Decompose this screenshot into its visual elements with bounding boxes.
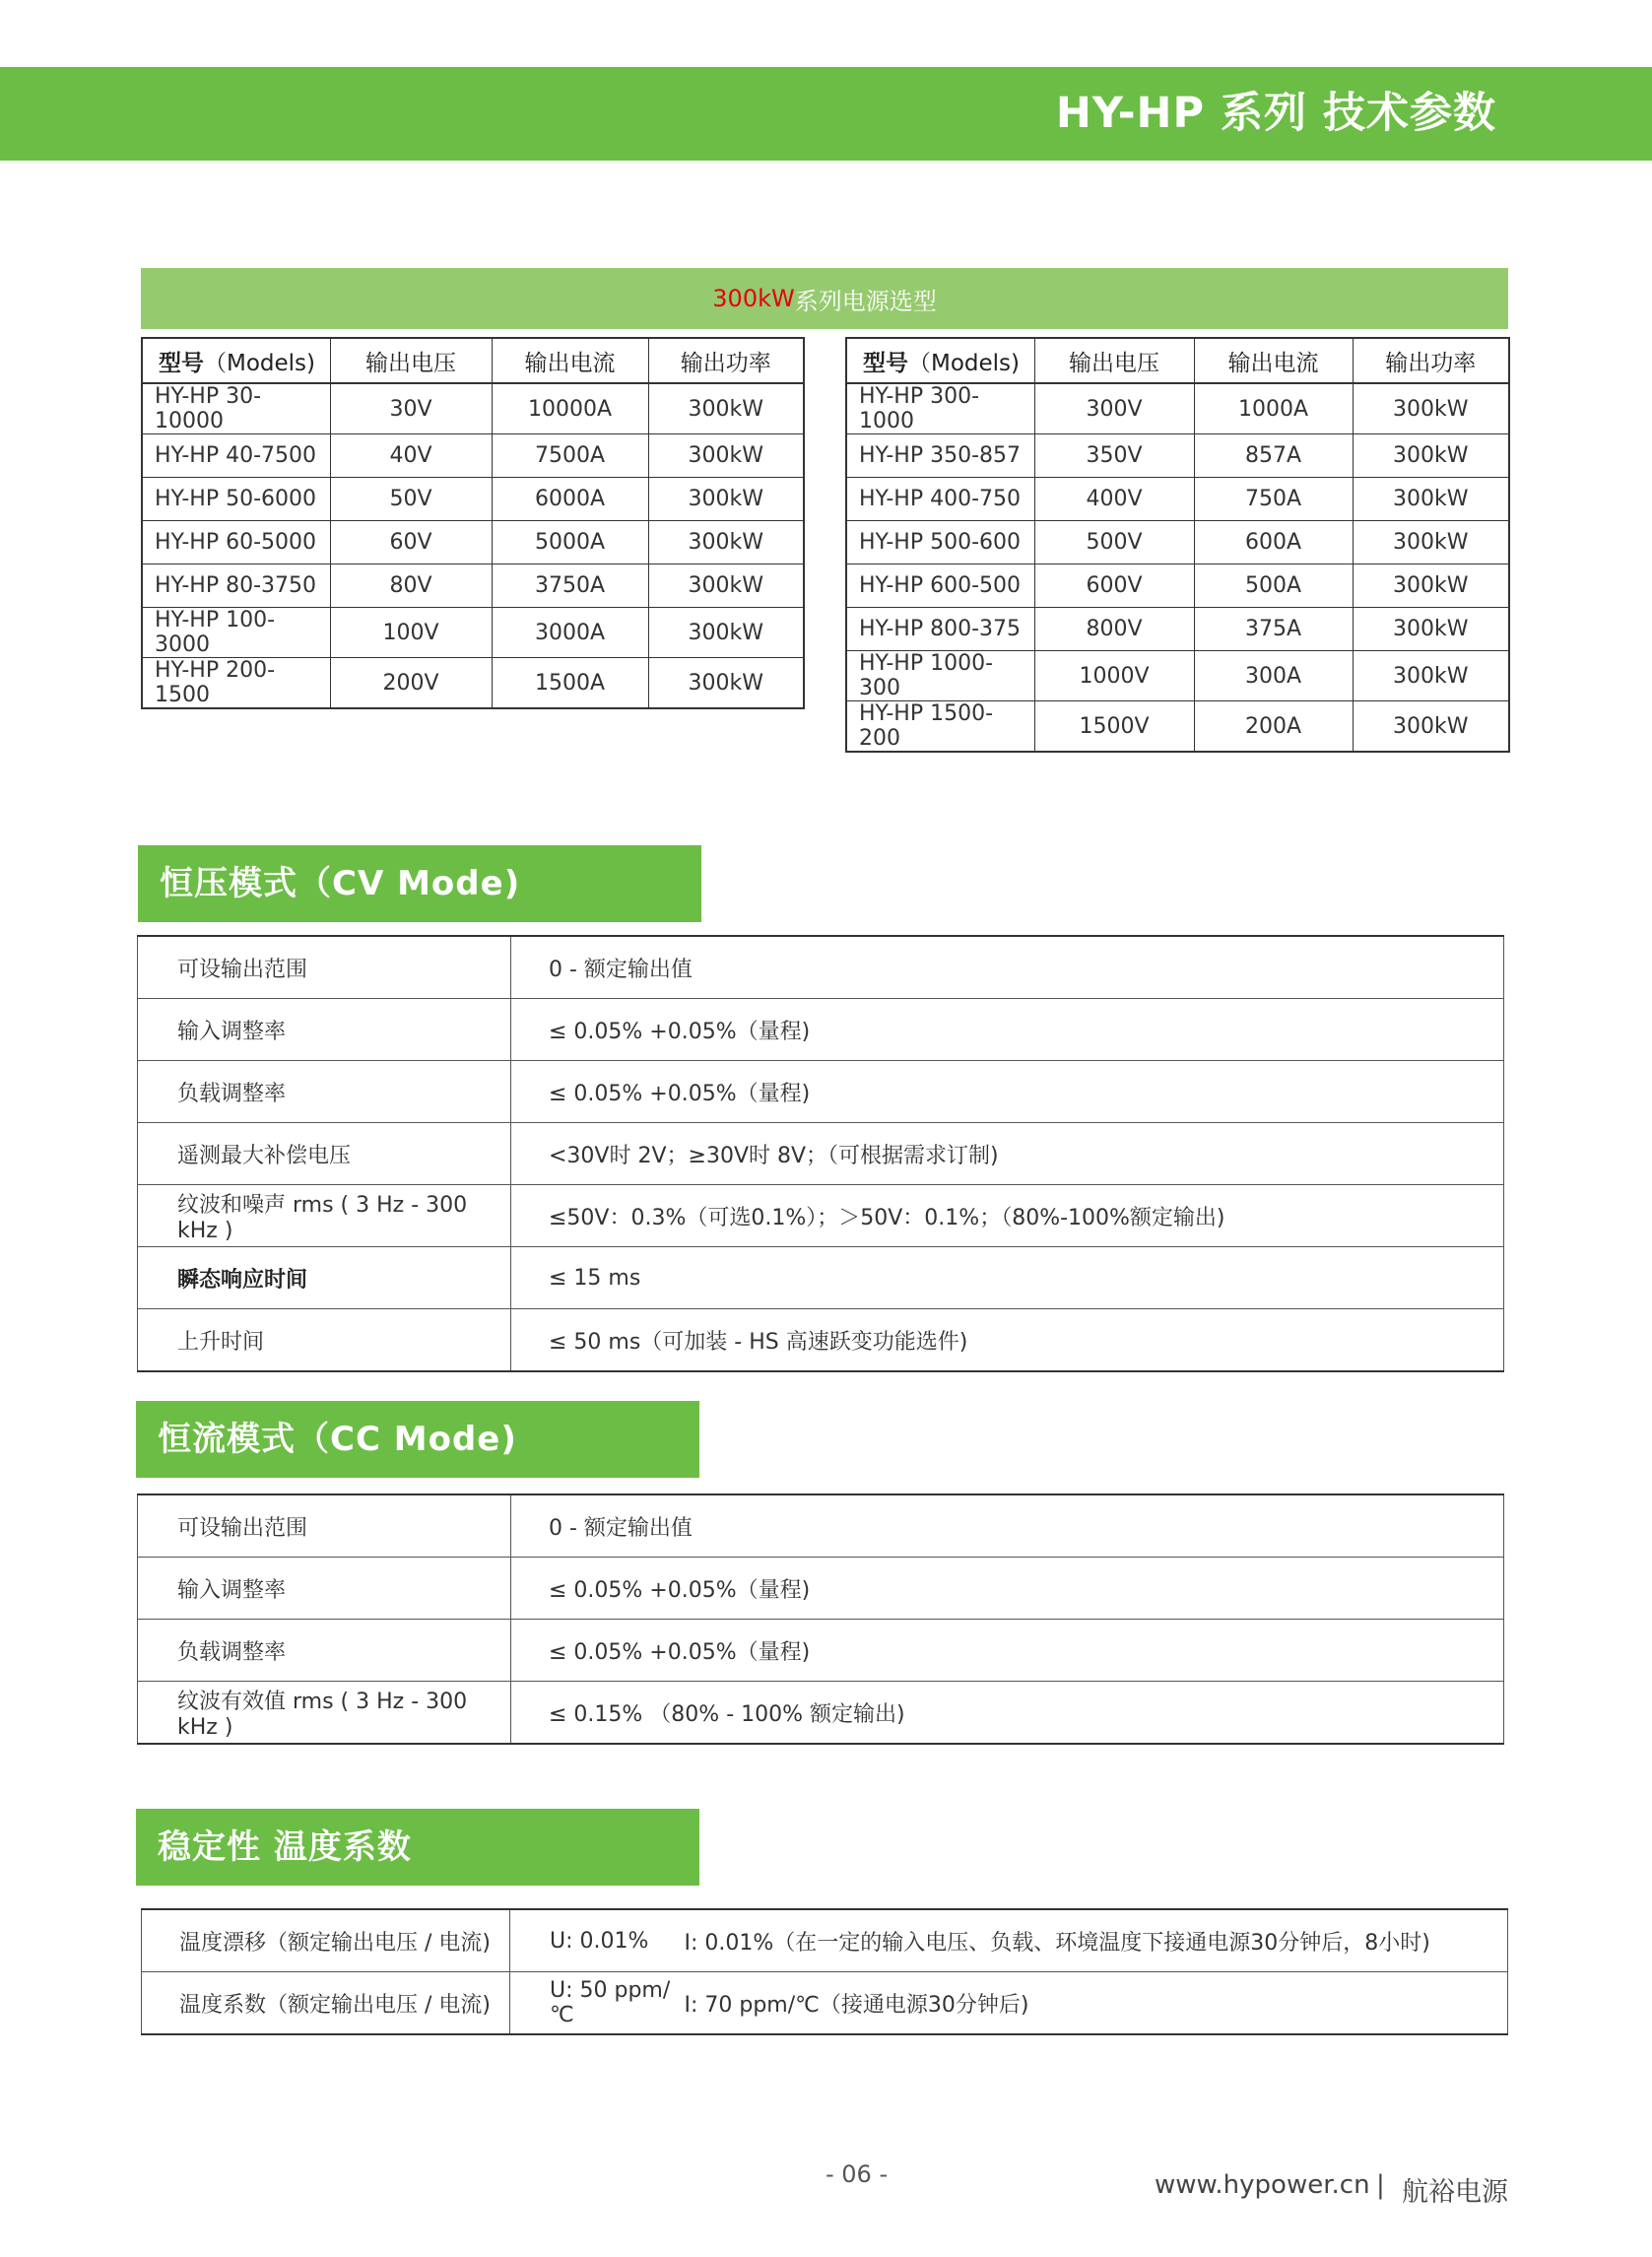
spec-label: 温度漂移（额定输出电压 / 电流) bbox=[142, 1909, 510, 1972]
power-cell: 300kW bbox=[1353, 383, 1509, 434]
spec-row bbox=[138, 1061, 1504, 1123]
spec-label: 温度系数（额定输出电压 / 电流) bbox=[142, 1972, 510, 2035]
table-row bbox=[846, 478, 1509, 521]
power-cell: 300kW bbox=[648, 478, 804, 521]
brand-name: 航裕电源 bbox=[1402, 2177, 1508, 2208]
col-header-voltage: 输出电压 bbox=[330, 338, 492, 383]
current-cell: 1500A bbox=[492, 658, 648, 709]
model-cell: HY-HP 60-5000 bbox=[142, 521, 330, 564]
spec-row bbox=[138, 1558, 1504, 1620]
current-cell: 500A bbox=[1194, 564, 1353, 608]
table-row bbox=[142, 521, 804, 564]
power-cell: 300kW bbox=[1353, 521, 1509, 564]
selection-banner bbox=[141, 268, 1508, 329]
banner-power-label: 300kW bbox=[712, 285, 795, 312]
spec-value: ≤ 0.05% +0.05%（量程) bbox=[511, 1061, 1504, 1123]
table-row bbox=[142, 434, 804, 478]
spec-label: 可设输出范围 bbox=[138, 936, 511, 999]
spec-row bbox=[138, 1123, 1504, 1185]
power-cell: 300kW bbox=[648, 564, 804, 608]
model-table-right bbox=[845, 337, 1510, 753]
table-row bbox=[846, 521, 1509, 564]
voltage-cell: 1500V bbox=[1034, 701, 1194, 753]
model-cell: HY-HP 40-7500 bbox=[142, 434, 330, 478]
spec-row bbox=[138, 1185, 1504, 1247]
spec-value: 0 - 额定输出值 bbox=[511, 1494, 1504, 1558]
page-title: HY-HP 系列 技术参数 bbox=[1055, 89, 1496, 138]
voltage-cell: 350V bbox=[1034, 434, 1194, 478]
voltage-cell: 1000V bbox=[1034, 651, 1194, 701]
model-cell: HY-HP 350-857 bbox=[846, 434, 1034, 478]
voltage-cell: 500V bbox=[1034, 521, 1194, 564]
current-cell: 857A bbox=[1194, 434, 1353, 478]
power-cell: 300kW bbox=[1353, 651, 1509, 701]
table-row bbox=[142, 564, 804, 608]
spec-row bbox=[138, 1494, 1504, 1558]
spec-label: 上升时间 bbox=[138, 1309, 511, 1372]
power-cell: 300kW bbox=[648, 434, 804, 478]
spec-label: 纹波有效值 rms ( 3 Hz - 300 kHz ) bbox=[138, 1682, 511, 1745]
spec-label: 瞬态响应时间 bbox=[138, 1247, 511, 1309]
power-cell: 300kW bbox=[648, 608, 804, 658]
power-cell: 300kW bbox=[648, 383, 804, 434]
model-cell: HY-HP 800-375 bbox=[846, 608, 1034, 651]
spec-label: 遥测最大补偿电压 bbox=[138, 1123, 511, 1185]
spec-row bbox=[138, 1682, 1504, 1745]
col-header-voltage: 输出电压 bbox=[1034, 338, 1194, 383]
table-row bbox=[846, 651, 1509, 701]
cv-spec-table bbox=[137, 935, 1504, 1372]
current-cell: 3000A bbox=[492, 608, 648, 658]
model-cell: HY-HP 1500-200 bbox=[846, 701, 1034, 753]
power-cell: 300kW bbox=[648, 521, 804, 564]
cv-section-title: 恒压模式（CV Mode) bbox=[138, 845, 701, 922]
spec-value: ≤50V：0.3%（可选0.1%）；＞50V：0.1%；（80%-100%额定输出) bbox=[511, 1185, 1504, 1247]
model-cell: HY-HP 200-1500 bbox=[142, 658, 330, 709]
spec-value: ≤ 50 ms（可加装 - HS 高速跃变功能选件) bbox=[511, 1309, 1504, 1372]
power-cell: 300kW bbox=[1353, 564, 1509, 608]
voltage-cell: 60V bbox=[330, 521, 492, 564]
model-cell: HY-HP 600-500 bbox=[846, 564, 1034, 608]
voltage-cell: 800V bbox=[1034, 608, 1194, 651]
col-header-model: 型号（Models) bbox=[142, 338, 330, 383]
spec-value-i: I: 70 ppm/℃（接通电源30分钟后) bbox=[685, 1972, 1508, 2035]
spec-row bbox=[138, 1247, 1504, 1309]
table-header-row bbox=[846, 338, 1509, 383]
voltage-cell: 100V bbox=[330, 608, 492, 658]
current-cell: 3750A bbox=[492, 564, 648, 608]
model-cell: HY-HP 500-600 bbox=[846, 521, 1034, 564]
cc-spec-table bbox=[137, 1494, 1504, 1745]
spec-value: ≤ 0.05% +0.05%（量程) bbox=[511, 999, 1504, 1061]
spec-row bbox=[142, 1909, 1508, 1972]
spec-row bbox=[142, 1972, 1508, 2035]
table-header-row bbox=[142, 338, 804, 383]
model-cell: HY-HP 400-750 bbox=[846, 478, 1034, 521]
table-row bbox=[142, 658, 804, 709]
model-cell: HY-HP 30-10000 bbox=[142, 383, 330, 434]
model-cell: HY-HP 1000-300 bbox=[846, 651, 1034, 701]
model-table-left bbox=[141, 337, 805, 709]
spec-value: ≤ 0.05% +0.05%（量程) bbox=[511, 1558, 1504, 1620]
spec-row bbox=[138, 936, 1504, 999]
spec-value-i: I: 0.01%（在一定的输入电压、负载、环境温度下接通电源30分钟后，8小时) bbox=[685, 1909, 1508, 1972]
current-cell: 600A bbox=[1194, 521, 1353, 564]
model-cell: HY-HP 50-6000 bbox=[142, 478, 330, 521]
current-cell: 750A bbox=[1194, 478, 1353, 521]
website-link[interactable]: www.hypower.cn bbox=[1155, 2170, 1370, 2200]
current-cell: 375A bbox=[1194, 608, 1353, 651]
current-cell: 200A bbox=[1194, 701, 1353, 753]
current-cell: 1000A bbox=[1194, 383, 1353, 434]
current-cell: 6000A bbox=[492, 478, 648, 521]
spec-row bbox=[138, 999, 1504, 1061]
table-row bbox=[142, 608, 804, 658]
model-cell: HY-HP 100-3000 bbox=[142, 608, 330, 658]
table-row bbox=[846, 383, 1509, 434]
voltage-cell: 40V bbox=[330, 434, 492, 478]
voltage-cell: 30V bbox=[330, 383, 492, 434]
power-cell: 300kW bbox=[1353, 701, 1509, 753]
voltage-cell: 50V bbox=[330, 478, 492, 521]
col-header-model: 型号（Models) bbox=[846, 338, 1034, 383]
spec-value-u: U: 50 ppm/℃ bbox=[510, 1972, 685, 2035]
header-bar bbox=[0, 67, 1652, 161]
voltage-cell: 200V bbox=[330, 658, 492, 709]
current-cell: 300A bbox=[1194, 651, 1353, 701]
stability-section-title: 稳定性 温度系数 bbox=[136, 1809, 699, 1886]
table-row bbox=[142, 478, 804, 521]
table-row bbox=[846, 564, 1509, 608]
model-cell: HY-HP 300-1000 bbox=[846, 383, 1034, 434]
banner-text: 系列电源选型 bbox=[794, 287, 937, 315]
table-row bbox=[846, 434, 1509, 478]
current-cell: 7500A bbox=[492, 434, 648, 478]
table-row bbox=[846, 701, 1509, 753]
spec-label: 输入调整率 bbox=[138, 1558, 511, 1620]
stability-spec-table bbox=[141, 1908, 1508, 2035]
col-header-power: 输出功率 bbox=[1353, 338, 1509, 383]
cc-section-title: 恒流模式（CC Mode) bbox=[136, 1401, 699, 1478]
voltage-cell: 600V bbox=[1034, 564, 1194, 608]
spec-label: 输入调整率 bbox=[138, 999, 511, 1061]
power-cell: 300kW bbox=[648, 658, 804, 709]
col-header-power: 输出功率 bbox=[648, 338, 804, 383]
spec-value: ≤ 0.15% （80% - 100% 额定输出) bbox=[511, 1682, 1504, 1745]
current-cell: 5000A bbox=[492, 521, 648, 564]
spec-value: ≤ 0.05% +0.05%（量程) bbox=[511, 1620, 1504, 1682]
spec-value: <30V时 2V；≥30V时 8V；（可根据需求订制) bbox=[511, 1123, 1504, 1185]
power-cell: 300kW bbox=[1353, 608, 1509, 651]
table-row bbox=[142, 383, 804, 434]
spec-value: 0 - 额定输出值 bbox=[511, 936, 1504, 999]
col-header-current: 输出电流 bbox=[492, 338, 648, 383]
spec-row bbox=[138, 1309, 1504, 1372]
spec-row bbox=[138, 1620, 1504, 1682]
spec-label: 可设输出范围 bbox=[138, 1494, 511, 1558]
page-number: - 06 - bbox=[826, 2160, 889, 2188]
spec-value-u: U: 0.01% bbox=[510, 1909, 685, 1972]
model-cell: HY-HP 80-3750 bbox=[142, 564, 330, 608]
power-cell: 300kW bbox=[1353, 434, 1509, 478]
spec-label: 负载调整率 bbox=[138, 1620, 511, 1682]
current-cell: 10000A bbox=[492, 383, 648, 434]
spec-value: ≤ 15 ms bbox=[511, 1247, 1504, 1309]
voltage-cell: 300V bbox=[1034, 383, 1194, 434]
power-cell: 300kW bbox=[1353, 478, 1509, 521]
col-header-current: 输出电流 bbox=[1194, 338, 1353, 383]
footer-separator: | bbox=[1376, 2170, 1385, 2200]
voltage-cell: 80V bbox=[330, 564, 492, 608]
voltage-cell: 400V bbox=[1034, 478, 1194, 521]
table-row bbox=[846, 608, 1509, 651]
spec-label: 负载调整率 bbox=[138, 1061, 511, 1123]
spec-label: 纹波和噪声 rms ( 3 Hz - 300 kHz ) bbox=[138, 1185, 511, 1247]
